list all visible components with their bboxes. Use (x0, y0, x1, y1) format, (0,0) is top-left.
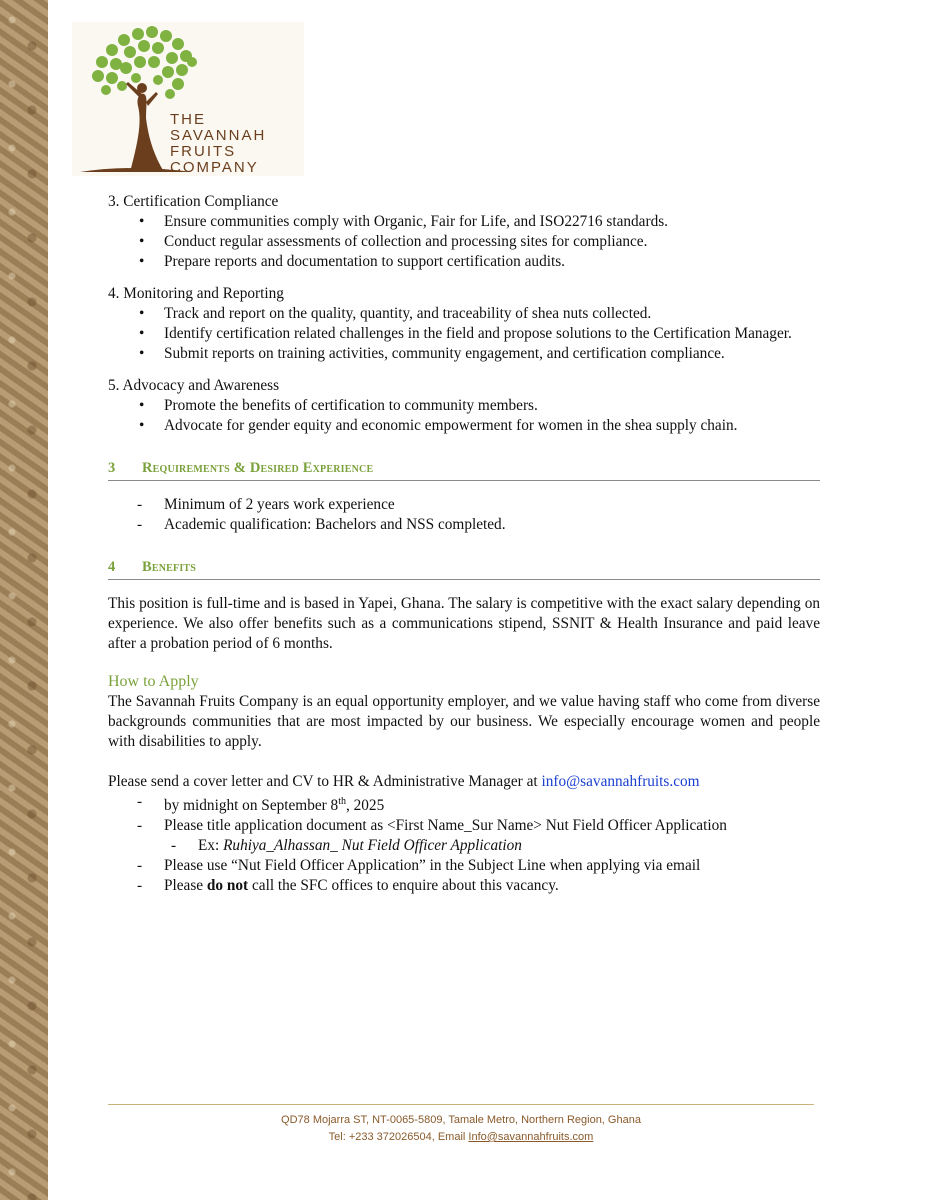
logo-line-3: FRUITS (170, 143, 237, 160)
apply-intro: The Savannah Fruits Company is an equal opportunity employer, and we value having staff who come from diverse backgrounds communities that are most impacted by our business. We especially encourage women and people with disabilities to apply. (108, 693, 820, 750)
list-item (164, 876, 820, 896)
send-text: Please send a cover letter and CV to HR & Administrative Manager at (108, 773, 538, 790)
example-label: Ex: (198, 837, 220, 855)
how-to-apply-heading: How to Apply (108, 673, 199, 690)
section-title: 3. Certification Compliance (108, 193, 279, 210)
bullet-list (108, 396, 820, 436)
list-item: • Conduct regular assessments of collection and processing sites for compliance. (164, 232, 820, 252)
footer-address: QD78 Mojarra ST, NT-0065-5809, Tamale Metro, Northern Region, Ghana (281, 1114, 641, 1126)
list-item: • Submit reports on training activities, community engagement, and certification compliance. (164, 344, 820, 364)
list-item: - Please use “Nut Field Officer Application” in the Subject Line when applying via email (164, 856, 820, 876)
list-item: - Minimum of 2 years work experience (164, 495, 820, 515)
section-title: 5. Advocacy and Awareness (108, 377, 280, 394)
apply-steps (108, 792, 820, 896)
section-monitoring-reporting (108, 284, 820, 364)
list-item: • Track and report on the quality, quantity, and traceability of shea nuts collected. (164, 304, 820, 324)
section-advocacy-awareness (108, 376, 820, 436)
footer-divider (108, 1104, 814, 1105)
list-item (164, 792, 820, 816)
requirements-list (108, 495, 820, 535)
donot-suffix: call the SFC offices to enquire about this vacancy. (251, 877, 559, 895)
benefits-text: This position is full-time and is based in Yapei, Ghana. The salary is competitive with the exact salary depending on experience. We also offer benefits such as a communications stipend, SSNIT & Health Insurance and paid leave after a probation period of 6 months. (108, 595, 820, 652)
heading-title: Benefits (142, 559, 197, 575)
donot-prefix: Please (164, 877, 204, 895)
footer-tel: Tel: +233 372026504, Email (328, 1131, 466, 1143)
list-item: - Academic qualification: Bachelors and NSS completed. (164, 515, 820, 535)
apply-email-link[interactable]: info@savannahfruits.com (541, 773, 700, 790)
footer-email-link[interactable]: Info@savannahfruits.com (468, 1131, 594, 1143)
logo-line-2: SAVANNAH (170, 127, 267, 144)
bullet-list (108, 304, 820, 364)
logo-line-4: COMPANY (170, 159, 259, 176)
benefits-heading (108, 557, 820, 580)
send-instructions (108, 772, 820, 792)
footer-contact (108, 1129, 814, 1146)
heading-number: 4 (108, 559, 116, 575)
heading-number: 3 (108, 460, 116, 476)
list-item: • Prepare reports and documentation to support certification audits. (164, 252, 820, 272)
document-body (108, 192, 820, 896)
footer (108, 1112, 814, 1146)
heading-title: Requirements & Desired Experience (142, 460, 374, 476)
deadline-text: by midnight on September 8 (164, 797, 339, 815)
tree-logo-icon (72, 22, 304, 176)
list-item (164, 816, 820, 856)
list-item: • Identify certification related challenges in the field and propose solutions to the Certification Manager. (164, 324, 820, 344)
example-value: Ruhiya_Alhassan_ Nut Field Officer Application (223, 837, 522, 855)
list-item: • Advocate for gender equity and economic empowerment for women in the shea supply chain. (164, 416, 820, 436)
bullet-list (108, 212, 820, 272)
section-certification-compliance (108, 192, 820, 272)
company-logo (72, 22, 304, 176)
title-doc-text: Please title application document as <First Name_Sur Name> Nut Field Officer Application (164, 817, 727, 835)
deadline-year: , 2025 (345, 797, 385, 815)
logo-line-1: THE (170, 111, 206, 128)
requirements-heading (108, 458, 820, 481)
deadline-sup: th (338, 796, 346, 807)
list-item (198, 836, 820, 856)
section-title: 4. Monitoring and Reporting (108, 285, 284, 302)
donot-bold: do not (206, 877, 249, 895)
example-list (198, 836, 820, 856)
list-item: • Promote the benefits of certification to community members. (164, 396, 820, 416)
decorative-border (0, 0, 48, 1200)
list-item: • Ensure communities comply with Organic, Fair for Life, and ISO22716 standards. (164, 212, 820, 232)
